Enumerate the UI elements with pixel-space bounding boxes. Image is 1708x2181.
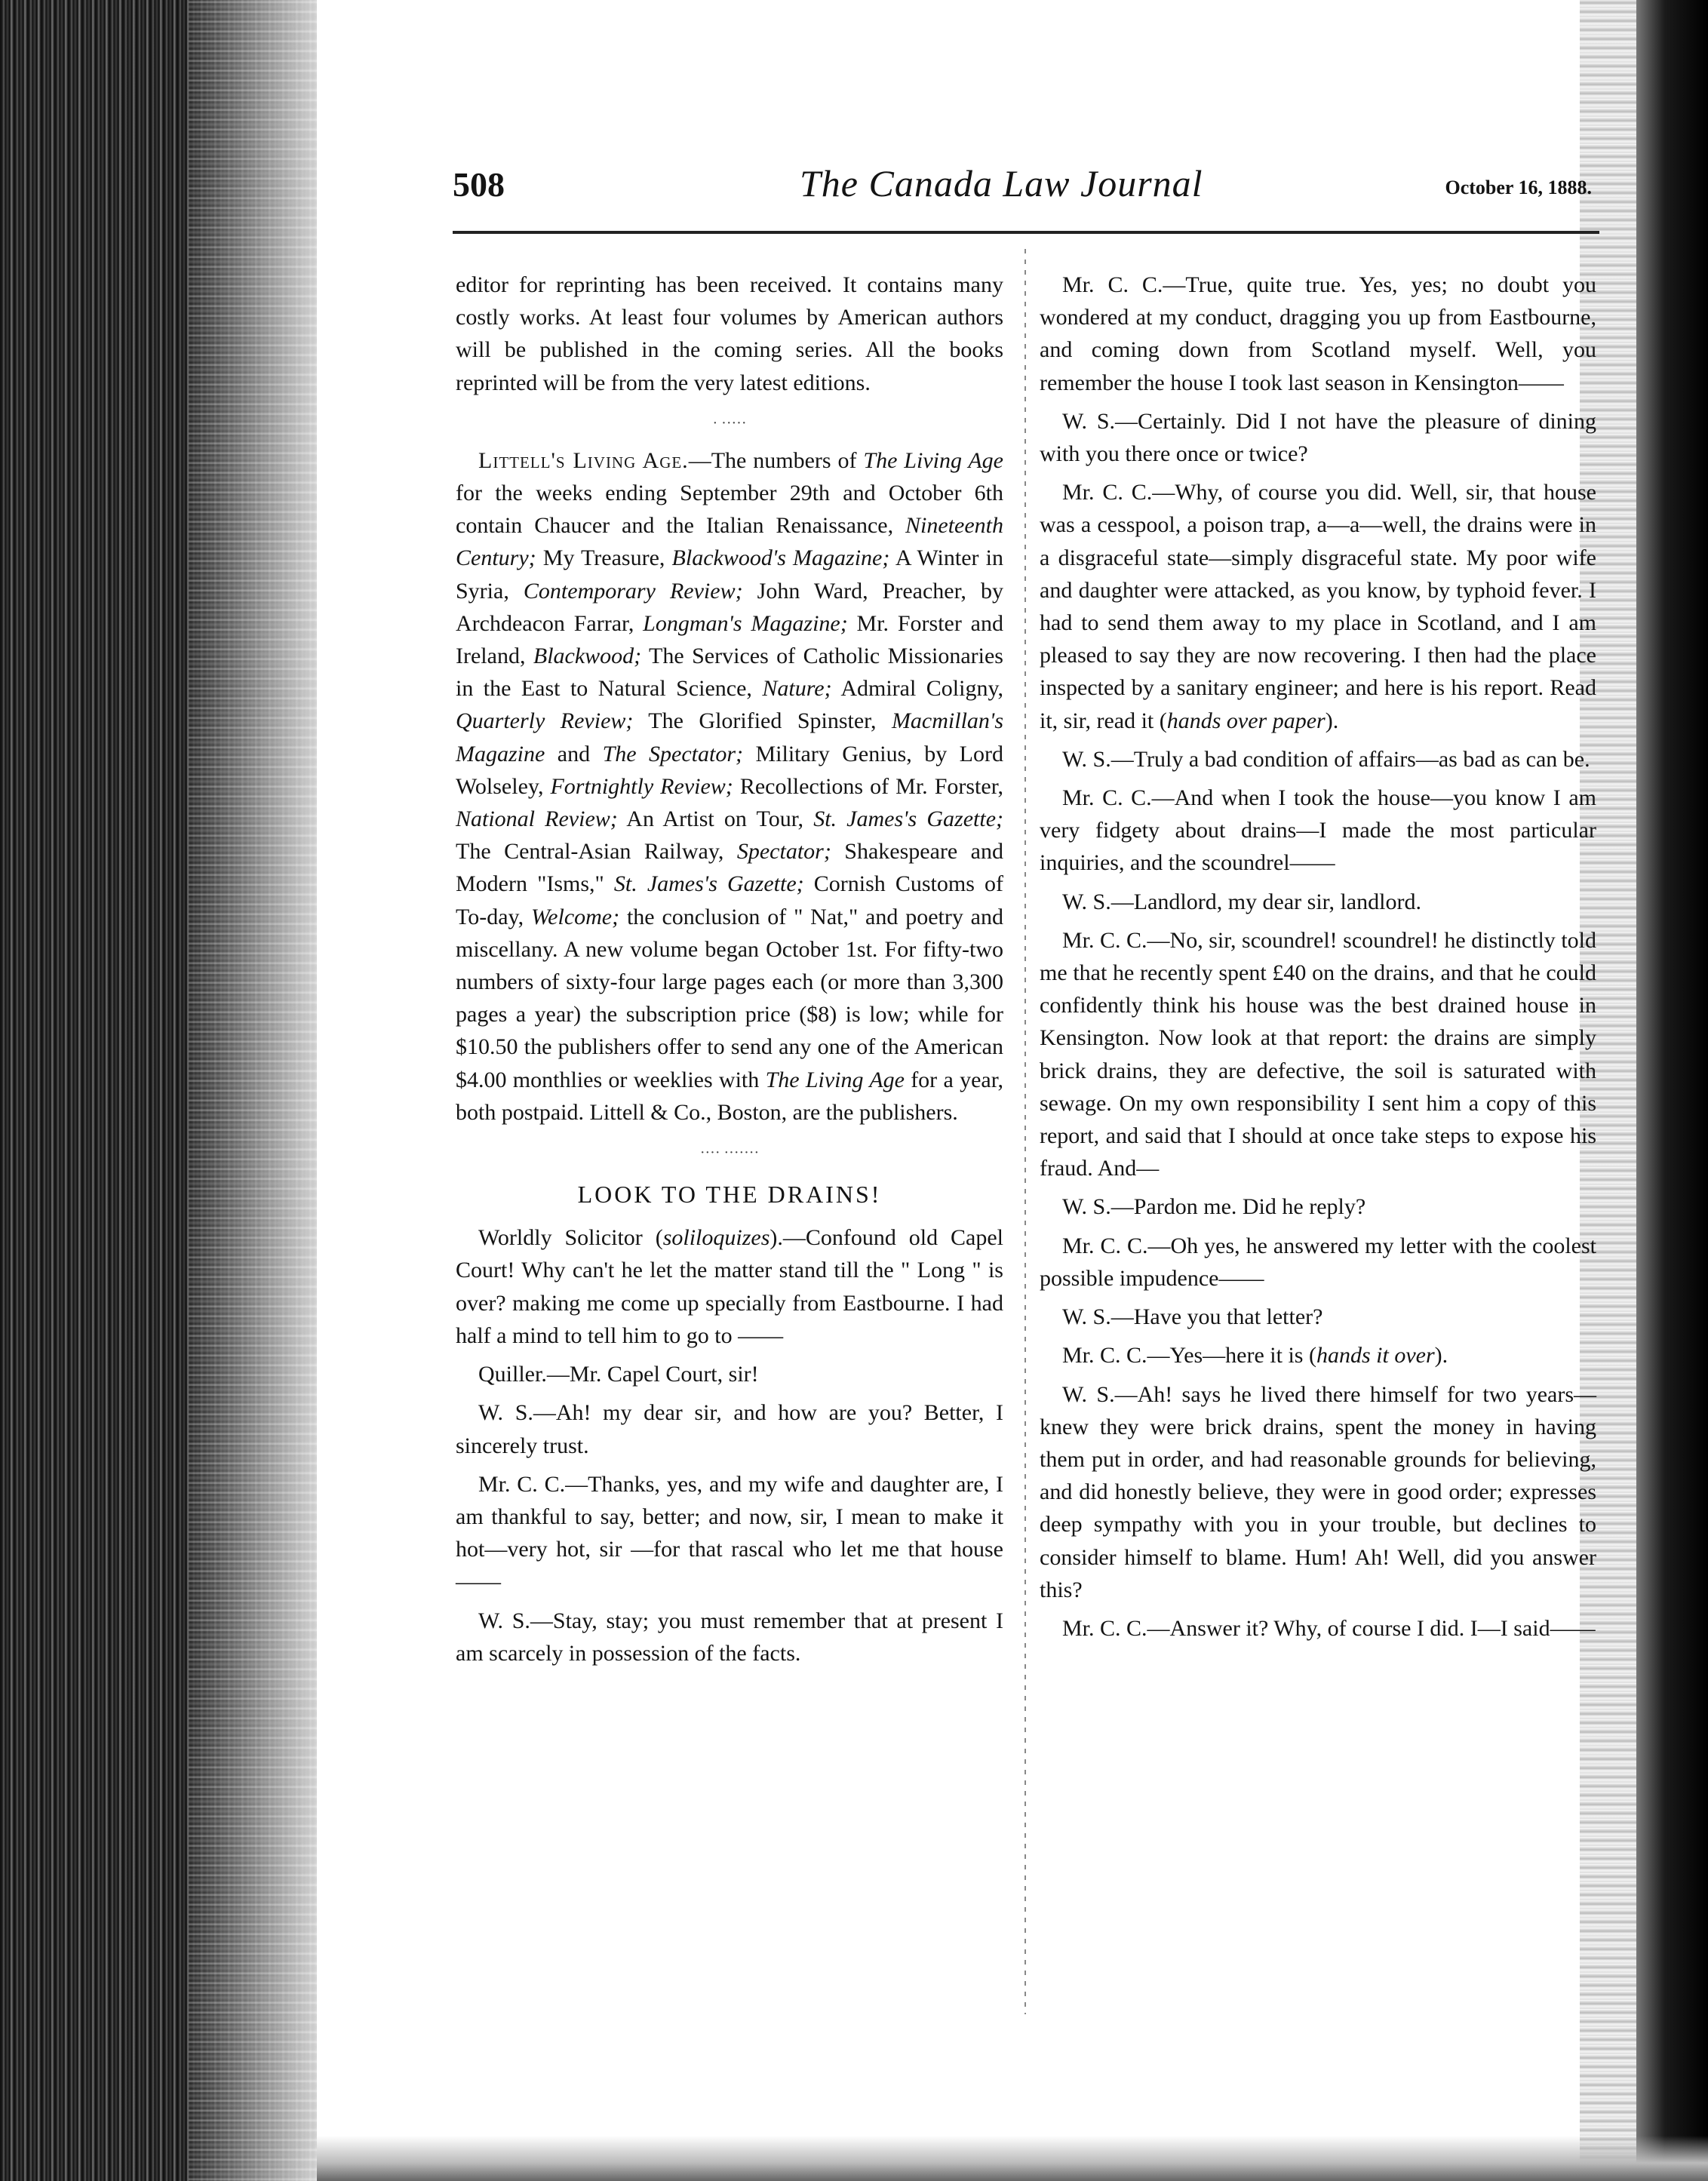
italic-run: Macmillan's Magazine	[456, 708, 1004, 766]
header-rule	[453, 231, 1599, 234]
italic-run: The Living Age	[863, 447, 1003, 473]
issue-date: October 16, 1888.	[1445, 177, 1592, 198]
text-run: the conclusion of " Nat," and poetry and miscellany. A new volume began October 1st. For fifty-two numbers of sixty-four large pages each (or more than 3,300 pages a year) the subscription price ($8) is low; while for $10.50 the publishers offer to send any one of the American $4.00 monthlies or weeklies with	[456, 904, 1004, 1092]
italic-run: Contemporary Review;	[523, 578, 743, 604]
dialogue-paragraph: Quiller.—Mr. Capel Court, sir!	[478, 1362, 759, 1387]
text-run: Recollections of Mr. Forster,	[733, 773, 1003, 799]
living-age-heading: Littell's Living Age.	[478, 447, 689, 473]
italic-run: soliloquizes	[662, 1225, 770, 1251]
journal-title: The Canada Law Journal	[800, 162, 1203, 204]
text-run: ).—Confound old Capel Court! Why can't he let the matter stand till the " Long " is over? making me come up specially from Eastbourne. I had half a mind to tell him to go to ——	[456, 1225, 1003, 1348]
dialogue-paragraph: Mr. C. C.—And when I took the house—you know I am very fidgety about drains—I made the most particular inquiries, and the scoundrel——	[1040, 785, 1596, 876]
text-run: Military Genius, by Lord Wolseley,	[456, 741, 1003, 799]
text-run: for a year, both postpaid. Littell & Co., Boston, are the publishers.	[456, 1067, 1003, 1125]
dialogue-paragraph: Mr. C. C.—Oh yes, he answered my letter with the coolest possible impudence——	[1040, 1233, 1596, 1291]
italic-run: St. James's Gazette;	[813, 806, 1004, 832]
section-break: · ·····	[712, 414, 747, 432]
dialogue-paragraph: Mr. C. C.—True, quite true. Yes, yes; no doubt you wondered at my conduct, dragging you up from Eastbourne, and coming down from Scotland myself. Well, you remember the house I took last season in Kensington——	[1040, 272, 1596, 395]
text-run: John Ward, Preacher, by Archdeacon Farrar,	[456, 578, 1003, 636]
scan-right-edge	[1580, 0, 1708, 2181]
text-run: ).	[1325, 708, 1339, 733]
dialogue-paragraph	[456, 1221, 1003, 1352]
text-run: Admiral Coligny,	[831, 676, 1003, 702]
text-run: Mr. Forster and Ireland,	[456, 610, 1003, 669]
dialogue-paragraph	[1040, 476, 1596, 737]
dialogue-paragraph	[1040, 1339, 1596, 1372]
italic-run: National Review;	[456, 806, 618, 832]
text-run: The Services of Catholic Missionaries in the East to Natural Science,	[456, 644, 1003, 702]
text-run: Mr. C. C.—Why, of course you did. Well, sir, that house was a cesspool, a poison trap, a—a—well, the drains were in a disgraceful state—simply disgraceful state. My poor wife and daughter were attacked, as you know, by typhoid fever. I had to send them away to my place in Scotland, and I am pleased to say they are now recovering. I then had the place inspected by a sanitary engineer; and here is his report. Read it, sir, read it (	[1040, 480, 1596, 733]
text-run: Cornish Customs of To-day,	[456, 871, 1004, 929]
dialogue-paragraph: W. S.—Truly a bad condition of affairs—as bad as can be.	[1062, 746, 1590, 772]
paragraph-reprinting: editor for reprinting has been received. It contains many costly works. At least four volumes by American authors will be published in the coming series. All the books reprinted will be from the very latest editions.	[456, 272, 1003, 395]
italic-run: St. James's Gazette;	[613, 871, 804, 897]
text-run: Mr. C. C.—Yes—here it is (	[1062, 1343, 1316, 1369]
italic-run: Longman's Magazine;	[643, 610, 848, 636]
text-run: —The numbers of	[688, 447, 864, 473]
page-header	[453, 164, 1592, 217]
text-run: Shakespeare and Modern "Isms,"	[456, 839, 1004, 897]
dialogue-paragraph: W. S.—Landlord, my dear sir, landlord.	[1062, 889, 1421, 914]
italic-run: Blackwood;	[533, 644, 642, 669]
dialogue-paragraph: W. S.—Certainly. Did I not have the pleasure of dining with you there once or twice?	[1040, 408, 1596, 467]
column-divider	[1024, 249, 1026, 2014]
text-run: Worldly Solicitor (	[478, 1225, 663, 1251]
section-break: ···· ·······	[699, 1144, 760, 1162]
text-run: The Glorified Spinster,	[633, 708, 892, 734]
dialogue-paragraph: W. S.—Ah! my dear sir, and how are you? Better, I sincerely trust.	[456, 1400, 1003, 1458]
italic-run: Quarterly Review;	[456, 708, 634, 734]
italic-run: The Spectator;	[602, 741, 744, 766]
italic-run: Welcome;	[530, 904, 620, 929]
book-spine-edge	[0, 0, 317, 2181]
italic-run: Spectator;	[736, 839, 831, 865]
italic-run: Blackwood's Magazine;	[671, 545, 890, 571]
dialogue-paragraph: W. S.—Pardon me. Did he reply?	[1062, 1194, 1366, 1220]
italic-run: Nature;	[762, 676, 832, 702]
dialogue-paragraph: Mr. C. C.—No, sir, scoundrel! scoundrel! he distinctly told me that he recently spent £40 on the drains, and that he could confidently think his house was the best drained house in Kensington. Now look at that report: the drains are simply brick drains, they are defective, the soil is saturated with sewage. On my own responsibility I sent him a copy of this report, and said that I should at once take steps to expose his fraud. And—	[1040, 927, 1596, 1181]
paragraph-living-age	[456, 444, 1003, 1129]
dialogue-paragraph: Mr. C. C.—Thanks, yes, and my wife and daughter are, I am thankful to say, better; and now, sir, I mean to make it hot—very hot, sir —for that rascal who let me that house——	[456, 1471, 1003, 1595]
dialogue-paragraph: W. S.—Stay, stay; you must remember that at present I am scarcely in possession of the facts.	[456, 1608, 1003, 1666]
page-number: 508	[453, 165, 505, 204]
italic-run: Nineteenth Century;	[456, 513, 1003, 571]
italic-run: Fortnightly Review;	[550, 773, 733, 799]
text-run: My Treasure,	[536, 545, 672, 571]
text-run: An Artist on Tour,	[617, 806, 814, 832]
text-run: for the weeks ending September 29th and October 6th contain Chaucer and the Italian Renaissance,	[456, 481, 1003, 539]
italic-run: hands over paper	[1166, 708, 1326, 733]
text-run: and	[545, 741, 603, 766]
italic-run: The Living Age	[765, 1067, 905, 1092]
text-run: ).	[1434, 1343, 1448, 1369]
dialogue-paragraph: Mr. C. C.—Answer it? Why, of course I did. I—I said——	[1062, 1615, 1596, 1641]
dialogue-paragraph: W. S.—Ah! says he lived there himself for two years—knew they were brick drains, spent the money in having them put in order, and had reasonable grounds for believing, and did honestly believe, they were in good order; expresses deep sympathy with you in your trouble, but declines to consider himself to blame. Hum! Ah! Well, did you answer this?	[1040, 1381, 1596, 1602]
italic-run: hands it over	[1316, 1343, 1435, 1369]
dialogue-paragraph: W. S.—Have you that letter?	[1062, 1304, 1323, 1330]
text-run: A Winter in Syria,	[456, 545, 1003, 604]
right-column	[1040, 269, 1596, 1651]
text-run: The Central-Asian Railway,	[456, 839, 737, 865]
scan-bottom-edge	[317, 2136, 1708, 2181]
left-column	[456, 269, 1003, 1676]
article-heading: LOOK TO THE DRAINS!	[577, 1181, 882, 1209]
